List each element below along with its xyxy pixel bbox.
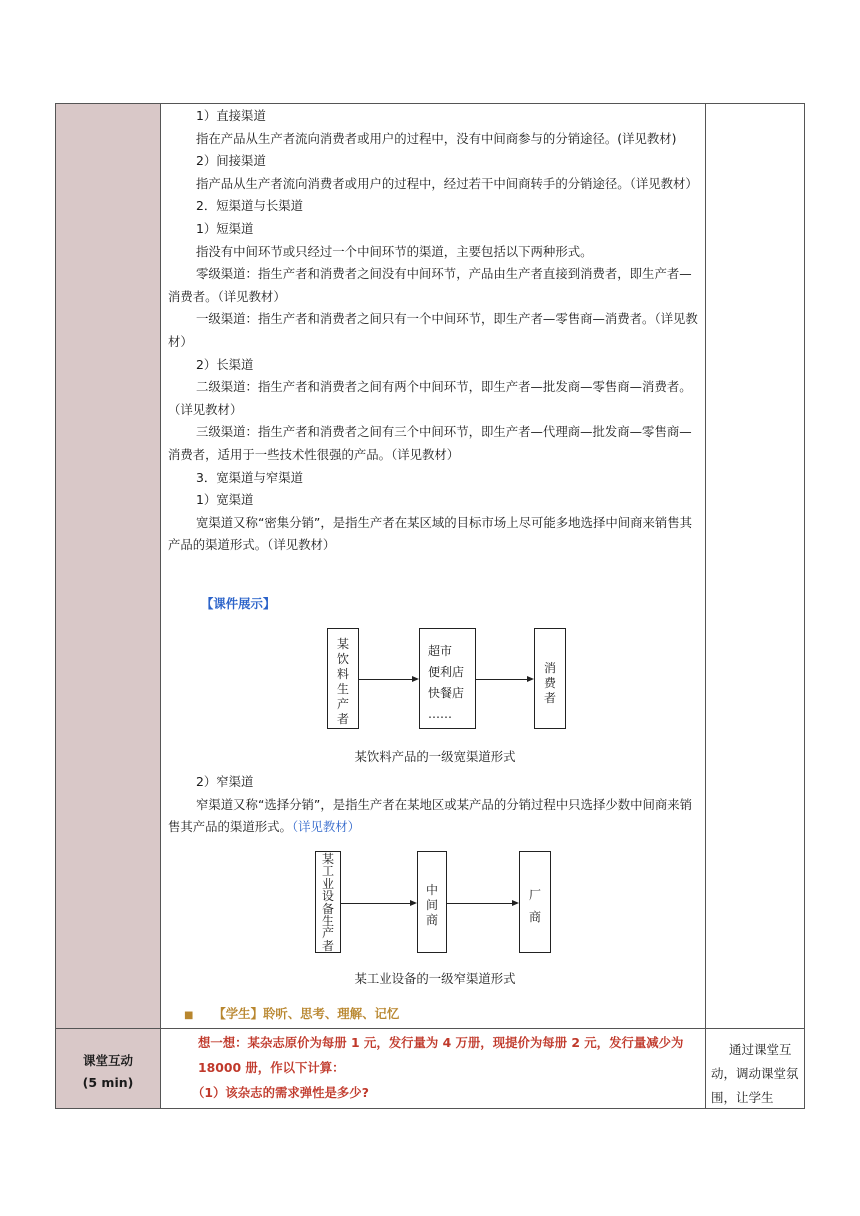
diagram1-caption: 某饮料产品的一级宽渠道形式 bbox=[354, 749, 516, 764]
text-line: 指在产品从生产者流向消费者或用户的过程中，没有中间商参与的分销途径。(详见教材) bbox=[196, 130, 677, 146]
producer-label bbox=[328, 637, 358, 727]
text-line: 2）长渠道 bbox=[196, 356, 254, 372]
student-line bbox=[184, 1003, 399, 1027]
producer-box-2 bbox=[315, 851, 341, 953]
producer-char: 备 bbox=[321, 901, 334, 916]
producer-char: 者 bbox=[321, 938, 334, 953]
retailer-list bbox=[428, 641, 464, 725]
arrow-4 bbox=[447, 903, 517, 904]
arrow-1 bbox=[359, 679, 417, 680]
manufacturer-label bbox=[520, 884, 550, 928]
retailer-item: 便利店 bbox=[428, 665, 465, 679]
producer-char: 料 bbox=[336, 667, 349, 681]
student-activity: 【学生】聆听、思考、理解、记忆 bbox=[213, 1006, 400, 1021]
text-line: 一级渠道：指生产者和消费者之间只有一个中间环节，即生产者—零售商—消费者。（详见教材） bbox=[168, 311, 698, 349]
producer-char: 者 bbox=[336, 712, 349, 726]
text-line: 零级渠道：指生产者和消费者之间没有中间环节，产品由生产者直接到消费者，即生产者—消费者。（详见教材） bbox=[168, 266, 692, 304]
narrow-channel-body-text: 窄渠道又称“选择分销”，是指生产者在某地区或某产品的分销过程中只选择少数中间商来销售其产品的渠道形式。 bbox=[168, 796, 693, 835]
arrow-2 bbox=[476, 679, 532, 680]
interaction-title: 课堂互动 bbox=[82, 1053, 133, 1068]
narrow-channel-title: 2）窄渠道 bbox=[196, 774, 254, 789]
consumer-label bbox=[535, 661, 565, 706]
manufacturer-char: 商 bbox=[528, 910, 541, 924]
text-line: 二级渠道：指生产者和消费者之间有两个中间环节，即生产者—批发商—零售商—消费者。（详见教材） bbox=[168, 379, 692, 417]
narrow-channel-body bbox=[168, 794, 700, 839]
producer-char: 设 bbox=[321, 889, 334, 904]
producer-char: 产 bbox=[321, 926, 334, 941]
retailer-item: 超市 bbox=[428, 644, 453, 658]
middleman-char: 中 bbox=[425, 883, 438, 897]
producer-char: 某 bbox=[336, 637, 349, 651]
consumer-char: 消 bbox=[543, 661, 556, 675]
manufacturer-char: 厂 bbox=[528, 888, 541, 902]
question-sub1: （1）该杂志的需求弹性是多少? bbox=[192, 1085, 369, 1100]
text-line: 1）直接渠道 bbox=[196, 108, 266, 123]
courseware-heading: 【课件展示】 bbox=[201, 596, 276, 611]
producer-char: 饮 bbox=[336, 652, 349, 666]
narrow-channel-ref: （详见教材） bbox=[291, 819, 361, 835]
consumer-char: 费 bbox=[543, 676, 556, 690]
producer-char: 某 bbox=[321, 852, 334, 866]
producer-char: 工 bbox=[321, 864, 334, 879]
diagram2-caption: 某工业设备的一级窄渠道形式 bbox=[354, 971, 516, 986]
row1-left-cell bbox=[55, 103, 161, 1029]
text-line: 宽渠道又称“密集分销”，是指生产者在某区域的目标市场上尽可能多地选择中间商来销售其产品的渠道形式。（详见教材） bbox=[168, 514, 693, 553]
retailer-item: 快餐店 bbox=[428, 686, 465, 700]
text-line: 1）短渠道 bbox=[196, 220, 254, 236]
producer-label-2 bbox=[316, 853, 340, 952]
producer-char: 产 bbox=[336, 697, 349, 711]
section1-text bbox=[168, 105, 700, 557]
producer-box bbox=[327, 628, 359, 729]
producer-char: 业 bbox=[321, 876, 334, 891]
text-line: 指没有中间环节或只经过一个中间环节的渠道，主要包括以下两种形式。 bbox=[196, 243, 593, 259]
think-question bbox=[192, 1030, 700, 1105]
text-line: 2．短渠道与长渠道 bbox=[196, 198, 304, 214]
text-line: 2）间接渠道 bbox=[196, 153, 266, 169]
arrow-3 bbox=[341, 903, 415, 904]
producer-char: 生 bbox=[336, 682, 349, 696]
manufacturer-box bbox=[519, 851, 551, 953]
retailer-box bbox=[419, 628, 476, 729]
section2-text bbox=[168, 771, 700, 839]
middleman-char: 间 bbox=[425, 898, 438, 912]
producer-char: 生 bbox=[321, 914, 334, 929]
text-line: 指产品从生产者流向消费者或用户的过程中，经过若干中间商转手的分销途径。（详见教材） bbox=[196, 175, 698, 191]
interaction-time: (5 min) bbox=[82, 1075, 134, 1090]
consumer-box bbox=[534, 628, 566, 729]
row1-right-cell bbox=[705, 103, 805, 1029]
lesson-table bbox=[55, 103, 805, 1109]
text-line: 3．宽渠道与窄渠道 bbox=[196, 469, 304, 485]
middleman-box bbox=[417, 851, 447, 953]
retailer-item: …… bbox=[428, 707, 452, 721]
text-line: 1）宽渠道 bbox=[196, 492, 254, 508]
bullet-icon: ■ bbox=[184, 1010, 194, 1021]
question-text: 想一想：某杂志原价为每册 1 元，发行量为 4 万册，现提价为每册 2 元，发行量减少为 18000 册，作以下计算： bbox=[198, 1035, 684, 1075]
middleman-label bbox=[418, 883, 446, 928]
middleman-char: 商 bbox=[425, 913, 438, 927]
text-line: 三级渠道：指生产者和消费者之间有三个中间环节，即生产者—代理商—批发商—零售商—消费者，适用于一些技术性很强的产品。（详见教材） bbox=[168, 424, 692, 462]
consumer-char: 者 bbox=[543, 691, 556, 705]
interaction-purpose: 通过课堂互动，调动课堂氛围，让学生 bbox=[711, 1042, 799, 1105]
